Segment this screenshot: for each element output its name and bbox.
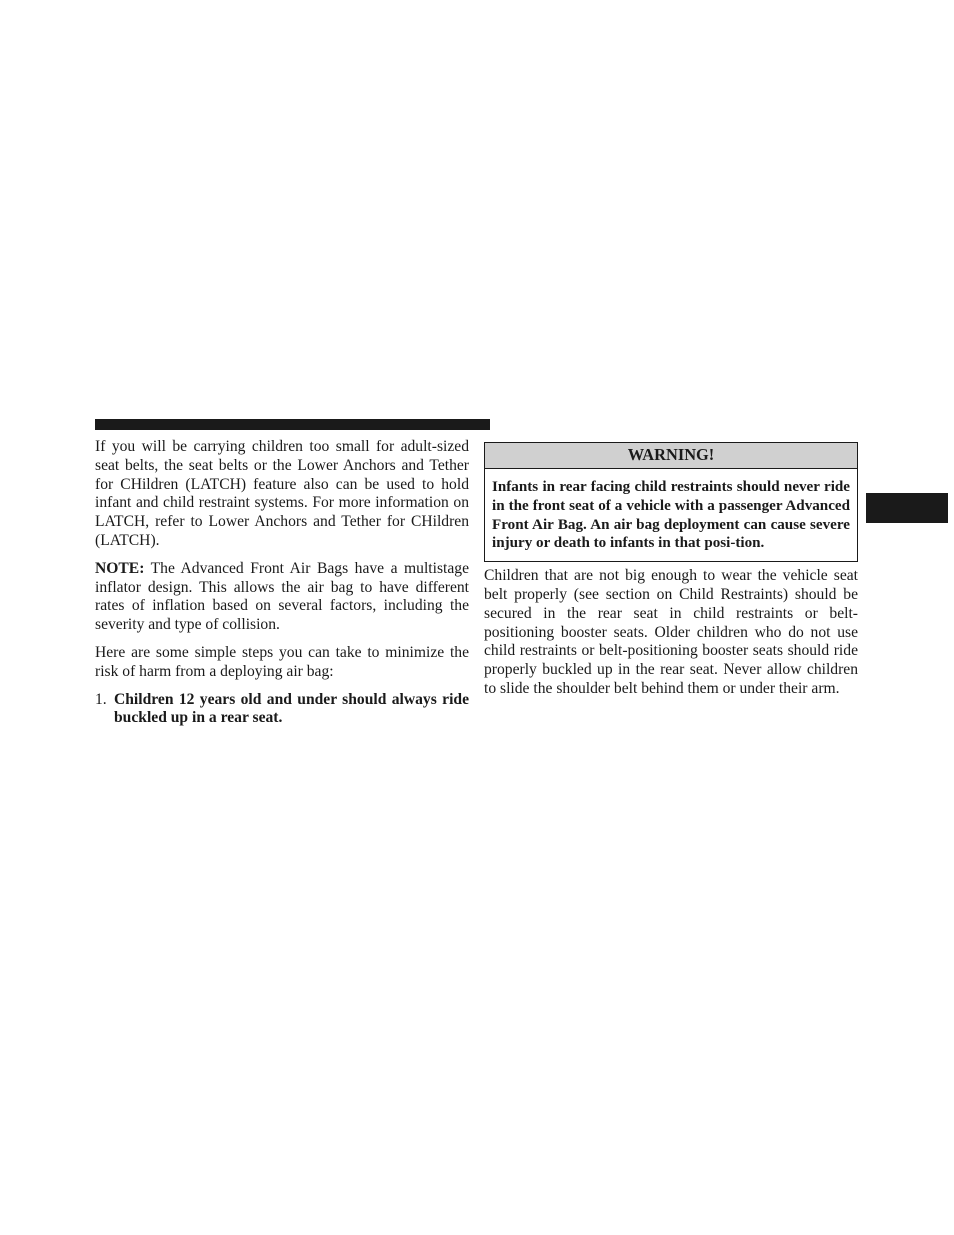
warning-box — [484, 442, 858, 562]
chapter-tab-marker — [866, 493, 948, 523]
list-item-text: Children 12 years old and under should always ride buckled up in a rear seat. — [114, 690, 469, 727]
list-item — [95, 691, 469, 729]
steps-list — [95, 691, 469, 729]
note-text: The Advanced Front Air Bags have a multistage inflator design. This allows the air bag to have different rates of inflation based on several factors, including the severity and type of collision. — [95, 559, 469, 634]
steps-intro: Here are some simple steps you can take to minimize the risk of harm from a deploying air bag: — [95, 643, 469, 680]
latch-paragraph: If you will be carrying children too small for adult-sized seat belts, the seat belts or the Lower Anchors and Tether for CHildren (LATCH) feature also can be used to hold infant and child restraint systems. For more information on LATCH, refer to Lower Anchors and Tether for CHildren (LATCH). — [95, 438, 469, 549]
note-label: NOTE: — [95, 559, 145, 577]
note-paragraph — [95, 560, 469, 635]
warning-body: Infants in rear facing child restraints should never ride in the front seat of a vehicle with a passenger Advanced Front Air Bag. An air bag deployment can cause severe injury or death to infants in that posi-tion. — [492, 479, 850, 552]
list-item-number: 1. — [95, 690, 107, 708]
left-column — [95, 438, 469, 728]
section-top-rule — [95, 419, 490, 430]
right-column — [484, 442, 858, 708]
warning-title: WARNING! — [485, 443, 857, 469]
children-paragraph: Children that are not big enough to wear the vehicle seat belt properly (see section on Child Restraints) should be secured in the rear seat in child restraints or belt-positioning booster seats. Older children who do not use child restraints or belt-positioning booster seats should ride properly buckled up in the rear seat. Never allow children to slide the shoulder belt behind them or under their arm. — [484, 567, 858, 697]
